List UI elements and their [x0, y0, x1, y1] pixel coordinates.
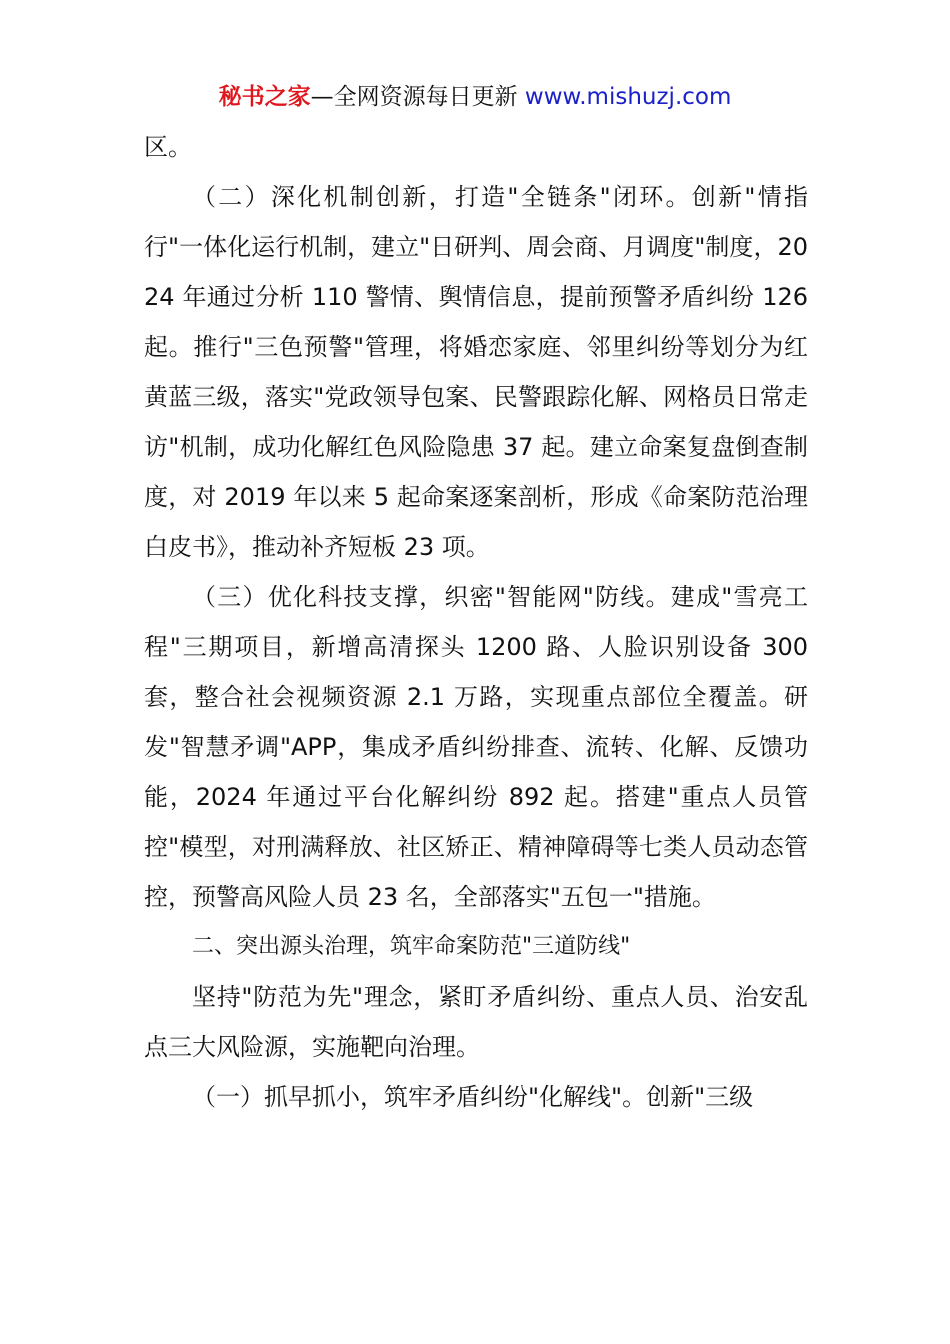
paragraph-continuation: 区。 [144, 133, 192, 161]
paragraph-tech-support: （三）优化科技支撑，织密"智能网"防线。建成"雪亮工程"三期项目，新增高清探头 1200 路、人脸识别设备 300 套，整合社会视频资源 2.1 万路，实现重点部位全覆盖。研发"智慧矛调"APP，集成矛盾纠纷排查、流转、化解、反馈功能，2024 年通过平台化解纠纷 892 起。搭建"重点人员管控"模型，对刑满释放、社区矫正、精神障碍等七类人员动态管控，预警高风险人员 23 名，全部落实"五包一"措施。 [144, 583, 808, 911]
document-body [144, 122, 808, 1122]
site-url-link[interactable]: www.mishuzj.com [524, 84, 732, 110]
site-tagline: —全网资源每日更新 [310, 84, 525, 110]
site-header [0, 80, 950, 114]
paragraph-mechanism-innovation: （二）深化机制创新，打造"全链条"闭环。创新"情指行"一体化运行机制，建立"日研判、周会商、月调度"制度，2024 年通过分析 110 警情、舆情信息，提前预警矛盾纠纷 126 起。推行"三色预警"管理，将婚恋家庭、邻里纠纷等划分为红黄蓝三级，落实"党政领导包案、民警跟踪化解、网格员日常走访"机制，成功化解红色风险隐患 37 起。建立命案复盘倒查制度，对 2019 年以来 5 起命案逐案剖析，形成《命案防范治理白皮书》，推动补齐短板 23 项。 [144, 183, 808, 561]
paragraph-dispute-resolution: （一）抓早抓小，筑牢矛盾纠纷"化解线"。创新"三级 [192, 1083, 754, 1111]
site-brand: 秘书之家 [218, 84, 311, 110]
section-heading: 二、突出源头治理，筑牢命案防范"三道防线" [192, 934, 631, 959]
paragraph-prevention-principle: 坚持"防范为先"理念，紧盯矛盾纠纷、重点人员、治安乱点三大风险源，实施靶向治理。 [144, 983, 808, 1061]
